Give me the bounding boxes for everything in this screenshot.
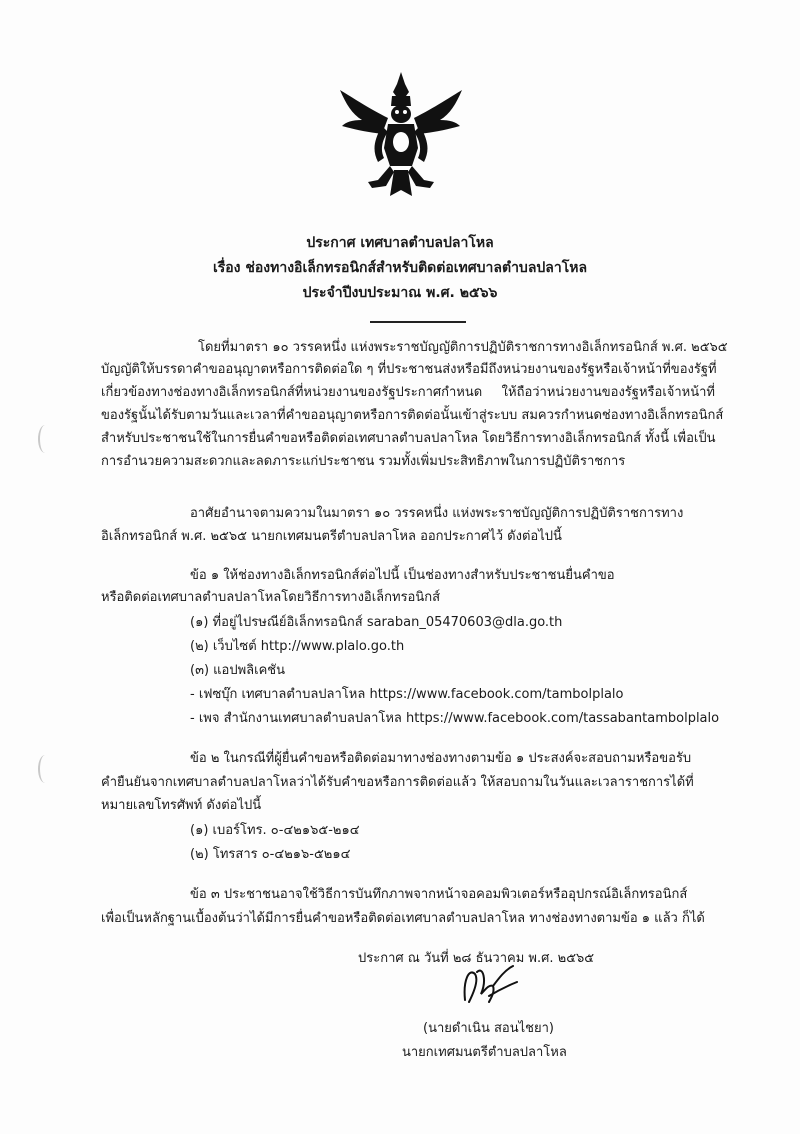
garuda-emblem-icon bbox=[338, 70, 464, 200]
contact-facebook-page: - เพจ สำนักงานเทศบาลตำบลปลาโหล https://www.facebook.com/tassabantambolplalo bbox=[190, 711, 720, 726]
paragraph-line: บัญญัติให้บรรดาคำขออนุญาตหรือการติดต่อใด ๆ ที่ประชาชนส่งหรือมีถึงหน่วยงานของรัฐหรือเจ้าหน้าที่ของรัฐที่ bbox=[101, 362, 717, 377]
clause-2: ข้อ ๒ ในกรณีที่ผู้ยื่นคำขอหรือติดต่อมาทางช่องทางตามข้อ ๑ ประสงค์จะสอบถามหรือขอรับ bbox=[190, 751, 692, 766]
clause-3: เพื่อเป็นหลักฐานเบื้องต้นว่าได้มีการยื่นคำขอหรือติดต่อเทศบาลตำบลปลาโหล ทางช่องทางตามข้อ ๑ แล้ว ก็ได้ bbox=[101, 911, 705, 926]
contact-application: (๓) แอปพลิเคชัน bbox=[190, 663, 285, 678]
paragraph-line: ของรัฐนั้นได้รับตามวันและเวลาที่คำขออนุญาตหรือการติดต่อนั้นเข้าสู่ระบบ สมควรกำหนดช่องทางอิเล็กทรอนิกส์ bbox=[101, 408, 724, 423]
announcement-title: ประกาศ เทศบาลตำบลปลาโหล bbox=[306, 235, 494, 251]
contact-website: (๒) เว็บไซต์ http://www.plalo.go.th bbox=[190, 639, 405, 654]
announcement-subject: เรื่อง ช่องทางอิเล็กทรอนิกส์สำหรับติดต่อเทศบาลตำบลปลาโหล bbox=[212, 260, 588, 276]
paragraph-line: เกี่ยวข้องทางช่องทางอิเล็กทรอนิกส์ที่หน่วยงานของรัฐประกาศกำหนด ให้ถือว่าหน่วยงานของรัฐหรือเจ้าหน้าที่ bbox=[101, 385, 715, 400]
signature-icon bbox=[455, 960, 525, 1015]
clause-2: หมายเลขโทรศัพท์ ดังต่อไปนี้ bbox=[101, 798, 262, 813]
announcement-date: ประกาศ ณ วันที่ ๒๘ ธันวาคม พ.ศ. ๒๕๖๕ bbox=[358, 951, 595, 966]
contact-facebook: - เฟซบุ๊ก เทศบาลตำบลปลาโหล https://www.facebook.com/tambolplalo bbox=[190, 687, 624, 702]
fiscal-year: ประจำปีงบประมาณ พ.ศ. ๒๕๖๖ bbox=[302, 285, 498, 301]
paragraph-line: โดยที่มาตรา ๑๐ วรรคหนึ่ง แห่งพระราชบัญญัติการปฏิบัติราชการทางอิเล็กทรอนิกส์ พ.ศ. ๒๕๖๕ bbox=[198, 340, 728, 355]
paragraph-line: การอำนวยความสะดวกและลดภาระแก่ประชาชน รวมทั้งเพิ่มประสิทธิภาพในการปฏิบัติราชการ bbox=[101, 454, 626, 469]
signer-title: นายกเทศมนตรีตำบลปลาโหล bbox=[402, 1045, 567, 1060]
title-divider bbox=[370, 321, 466, 323]
paragraph-line: อิเล็กทรอนิกส์ พ.ศ. ๒๕๖๕ นายกเทศมนตรีตำบลปลาโหล ออกประกาศไว้ ดังต่อไปนี้ bbox=[101, 529, 562, 544]
paragraph-line: อาศัยอำนาจตามความในมาตรา ๑๐ วรรคหนึ่ง แห่งพระราชบัญญัติการปฏิบัติราชการทาง bbox=[190, 506, 684, 521]
paragraph-line: สำหรับประชาชนใช้ในการยื่นคำขอหรือติดต่อเทศบาลตำบลปลาโหล โดยวิธีการทางอิเล็กทรอนิกส์ ทั้งนี้ เพื่อเป็น bbox=[101, 431, 716, 446]
signer-name: (นายดำเนิน สอนไชยา) bbox=[423, 1021, 554, 1036]
clause-2: คำยืนยันจากเทศบาลตำบลปลาโหลว่าได้รับคำขอหรือการติดต่อแล้ว ให้สอบถามในวันและเวลาราชการได้ที่ bbox=[101, 775, 694, 790]
contact-fax: (๒) โทรสาร ๐-๔๒๑๖-๕๒๑๔ bbox=[190, 847, 351, 862]
clause-3: ข้อ ๓ ประชาชนอาจใช้วิธีการบันทึกภาพจากหน้าจอคอมพิวเตอร์หรืออุปกรณ์อิเล็กทรอนิกส์ bbox=[190, 887, 688, 902]
contact-phone: (๑) เบอร์โทร. ๐-๔๒๑๖๕-๒๑๔ bbox=[190, 823, 360, 838]
clause-1: ข้อ ๑ ให้ช่องทางอิเล็กทรอนิกส์ต่อไปนี้ เป็นช่องทางสำหรับประชาชนยื่นคำขอ bbox=[190, 568, 615, 583]
contact-email: (๑) ที่อยู่ไปรษณีย์อิเล็กทรอนิกส์ saraban_05470603@dla.go.th bbox=[190, 615, 563, 630]
clause-1: หรือติดต่อเทศบาลตำบลปลาโหลโดยวิธีการทางอิเล็กทรอนิกส์ bbox=[101, 590, 441, 605]
scan-mark bbox=[38, 425, 52, 453]
scan-mark bbox=[38, 755, 52, 783]
